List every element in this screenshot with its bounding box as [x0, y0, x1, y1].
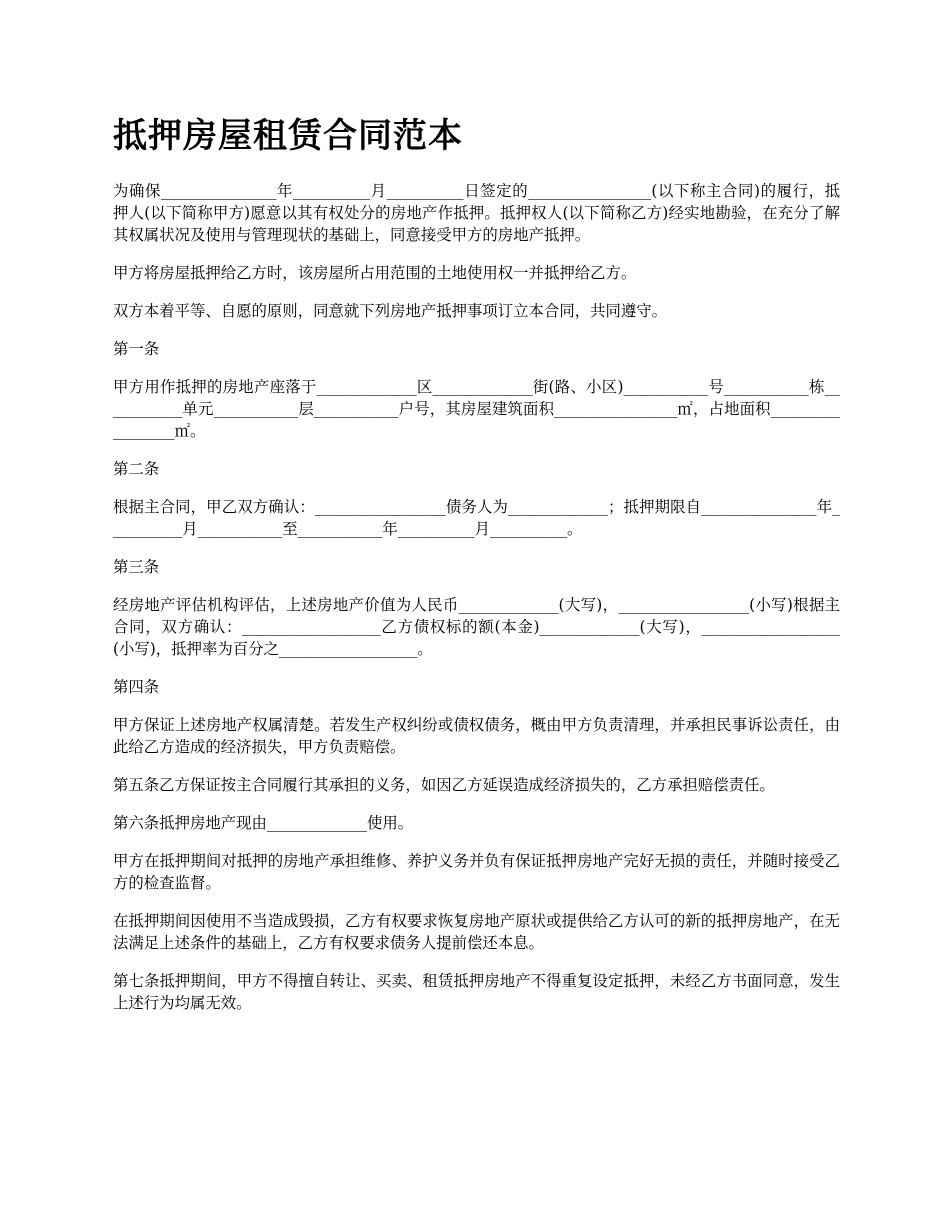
land-use-paragraph: 甲方将房屋抵押给乙方时，该房屋所占用范围的土地使用权一并抵押给乙方。 [113, 264, 637, 282]
article-6-text: 第六条抵押房地产现由_____________使用。 [113, 814, 414, 832]
document-page [113, 112, 840, 1030]
article-3-text: 经房地产评估机构评估，上述房地产价值为人民币_____________(大写)，_________________(小写)根据主合同，双方确认：__________________乙方债权标的额(本金)_____________(大写)，__________________(小写)，抵押率为百分之__________________。 [113, 596, 840, 658]
article-1-heading: 第一条 [113, 340, 160, 358]
article-1-text: 甲方用作抵押的房地产座落于_____________区_____________街(路、小区)___________号___________栋___________单元___________层___________户号，其房屋建筑面积________________㎡，占地面积_________________㎡。 [113, 378, 840, 440]
intro-paragraph: 为确保_______________年__________月__________日签定的________________(以下称主合同)的履行，抵押人(以下简称甲方)愿意以其有权处分的房地产作抵押。抵押权人(以下简称乙方)经实地勘验，在充分了解其权属状况及使用与管理现状的基础上，同意接受甲方的房地产抵押。 [113, 182, 840, 244]
principle-paragraph: 双方本着平等、自愿的原则，同意就下列房地产抵押事项订立本合同，共同遵守。 [113, 302, 668, 320]
maintenance-paragraph: 甲方在抵押期间对抵押的房地产承担维修、养护义务并负有保证抵押房地产完好无损的责任，并随时接受乙方的检查监督。 [113, 852, 840, 892]
article-4-heading: 第四条 [113, 678, 160, 696]
article-3-heading: 第三条 [113, 558, 160, 576]
article-2-text: 根据主合同，甲乙双方确认：_________________债务人为_____________；抵押期限自_______________年__________月___________至___________年__________月__________。 [113, 498, 840, 538]
document-title: 抵押房屋租赁合同范本 [113, 116, 463, 156]
article-5-text: 第五条乙方保证按主合同履行其承担的义务，如因乙方延误造成经济损失的，乙方承担赔偿责任。 [113, 776, 775, 794]
article-4-text: 甲方保证上述房地产权属清楚。若发生产权纠纷或债权债务，概由甲方负责清理，并承担民事诉讼责任，由此给乙方造成的经济损失，甲方负责赔偿。 [113, 716, 840, 756]
article-7-text: 第七条抵押期间，甲方不得擅自转让、买卖、租赁抵押房地产不得重复设定抵押，未经乙方书面同意，发生上述行为均属无效。 [113, 972, 840, 1012]
article-2-heading: 第二条 [113, 460, 160, 478]
damage-paragraph: 在抵押期间因使用不当造成毁损，乙方有权要求恢复房地产原状或提供给乙方认可的新的抵押房地产，在无法满足上述条件的基础上，乙方有权要求债务人提前偿还本息。 [113, 912, 840, 952]
